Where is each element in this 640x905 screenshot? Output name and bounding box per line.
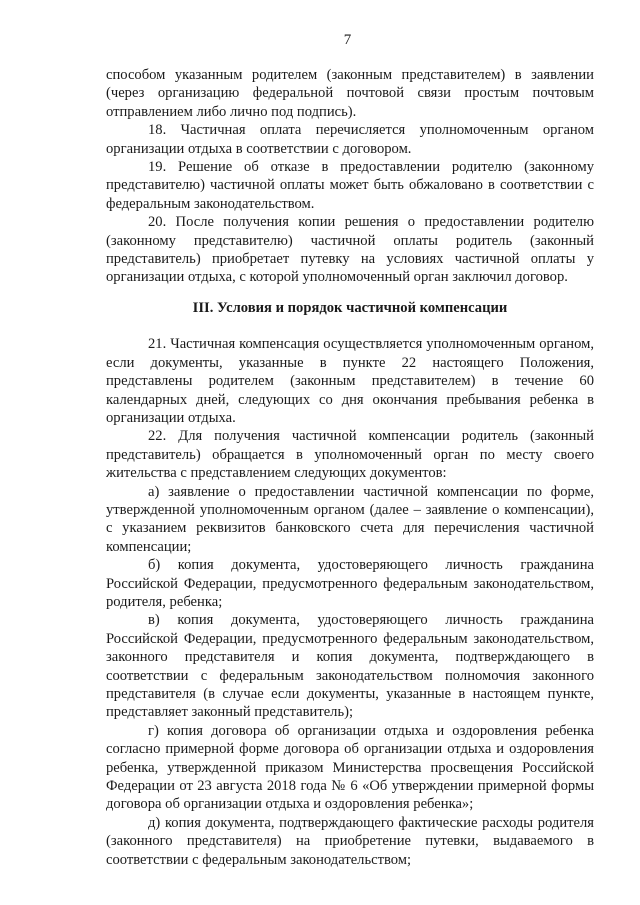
paragraph-22: 22. Для получения частичной компенсации родитель (законный представитель) обращается в уполномоченный орган по месту своего жительства с представлением следующих документов: — [106, 428, 594, 482]
paragraph-21: 21. Частичная компенсация осуществляется уполномоченным органом, если документы, указанные в пункте 22 настоящего Положения, представлены родителем (законным представителем) в течение 60 календарных дней, следующих со дня окончания пребывания ребенка в организации отдыха. — [106, 336, 594, 426]
document-page — [106, 30, 594, 869]
paragraph-20: 20. После получения копии решения о предоставлении родителю (законному представителю) частичной оплаты родитель (законный представитель) приобретает путевку на условиях частичной оплаты у организации отдыха, с которой уполномоченный орган заключил договор. — [106, 214, 594, 286]
page-number: 7 — [343, 32, 352, 48]
paragraphs-before-section — [106, 66, 594, 287]
paragraph-17-continuation: способом указанным родителем (законным представителем) в заявлении (через организацию федеральной почтовой связи простым почтовым отправлением либо лично под подпись). — [106, 67, 594, 120]
paragraph-22-g: г) копия договора об организации отдыха и оздоровления ребенка согласно примерной форме договора об организации отдыха и оздоровления ребенка, утвержденной приказом Министерства просвещения Российской Федерации от 23 августа 2018 года № 6 «Об утверждении примерной формы договора об организации отдыха и оздоровления ребенка»; — [106, 722, 594, 813]
paragraph-22-d: д) копия документа, подтверждающего фактические расходы родителя (законного представителя) на приобретение путевки, выдаваемого в соответствии с федеральным законодательством; — [106, 814, 594, 868]
paragraph-19: 19. Решение об отказе в предоставлении родителю (законному представителю) частичной оплаты может быть обжаловано в соответствии с федеральным законодательством. — [106, 159, 594, 212]
paragraph-18: 18. Частичная оплата перечисляется уполномоченным органом организации отдыха в соответствии с договором. — [106, 122, 594, 157]
section-heading: III. Условия и порядок частичной компенсации — [192, 299, 508, 316]
paragraphs-after-section — [106, 335, 594, 869]
paragraph-22-a: а) заявление о предоставлении частичной компенсации по форме, утвержденной уполномоченным органом (далее – заявление о компенсации), с указанием реквизитов банковского счета для перечисления частичной компенсации; — [106, 483, 594, 555]
paragraph-22-v: в) копия документа, удостоверяющего личность гражданина Российской Федерации, предусмотренного федеральным законодательством, законного представителя и копия документа, подтверждающего в соответствии с федеральным законодательством полномочия законного представителя (в случае если документы, указанные в настоящем пункте, представляет законный представитель); — [106, 612, 594, 721]
paragraph-22-b: б) копия документа, удостоверяющего личность гражданина Российской Федерации, предусмотренного федеральным законодательством, родителя, ребенка; — [106, 557, 594, 610]
